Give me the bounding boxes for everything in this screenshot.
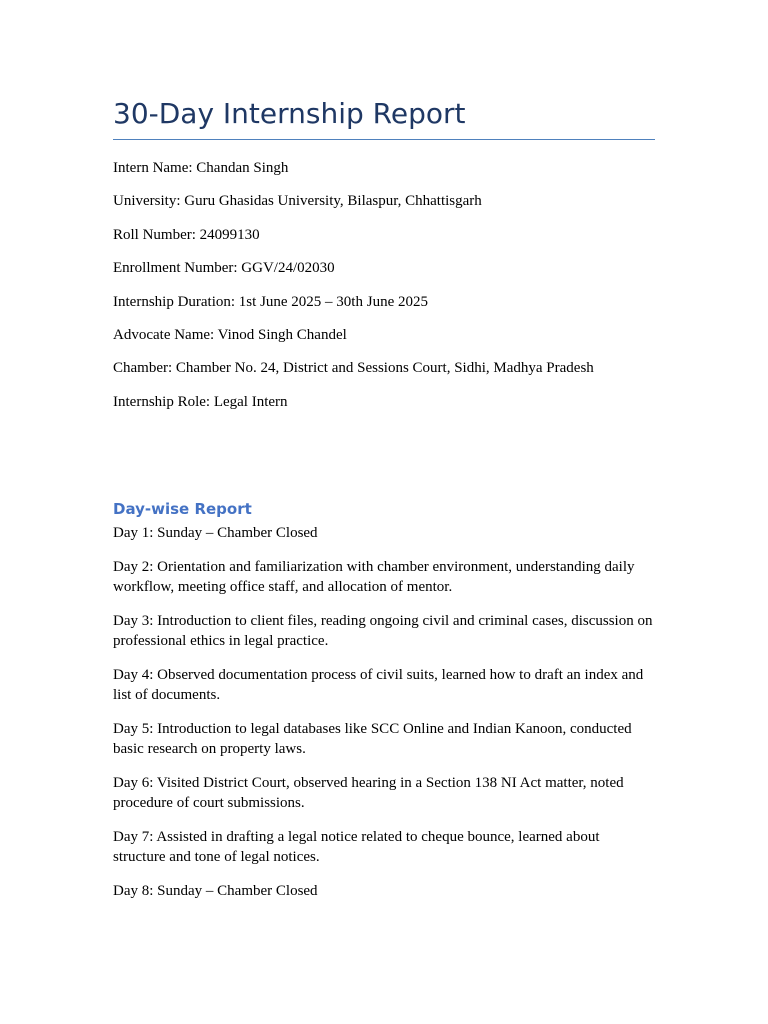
- info-chamber: Chamber: Chamber No. 24, District and Sessions Court, Sidhi, Madhya Pradesh: [113, 360, 594, 377]
- info-advocate-name: Advocate Name: Vinod Singh Chandel: [113, 326, 347, 343]
- info-roll-number: Roll Number: 24099130: [113, 226, 260, 243]
- day-entry-2: Day 2: Orientation and familiarization with chamber environment, understanding daily workflow, meeting office staff, and allocation of mentor.: [113, 558, 635, 595]
- day-entry-3: Day 3: Introduction to client files, reading ongoing civil and criminal cases, discussion on professional ethics in legal practice.: [113, 612, 653, 649]
- section-heading-day-wise: Day-wise Report: [113, 500, 252, 518]
- day-entry-4: Day 4: Observed documentation process of civil suits, learned how to draft an index and list of documents.: [113, 666, 644, 703]
- day-entry-6: Day 6: Visited District Court, observed hearing in a Section 138 NI Act matter, noted procedure of court submissions.: [113, 774, 624, 811]
- info-intern-name: Intern Name: Chandan Singh: [113, 160, 289, 176]
- info-university: University: Guru Ghasidas University, Bilaspur, Chhattisgarh: [113, 193, 482, 210]
- day-entry-7: Day 7: Assisted in drafting a legal notice related to cheque bounce, learned about structure and tone of legal notices.: [113, 828, 600, 865]
- intern-info-block: [113, 158, 655, 425]
- document-title: 30-Day Internship Report: [113, 97, 466, 130]
- day-wise-list: [113, 523, 655, 914]
- info-enrollment-number: Enrollment Number: GGV/24/02030: [113, 260, 335, 277]
- day-entry-5: Day 5: Introduction to legal databases like SCC Online and Indian Kanoon, conducted basic research on property laws.: [113, 720, 632, 757]
- day-entry-8: Day 8: Sunday – Chamber Closed: [113, 882, 318, 899]
- info-internship-duration: Internship Duration: 1st June 2025 – 30th June 2025: [113, 293, 428, 310]
- day-entry-1: Day 1: Sunday – Chamber Closed: [113, 525, 318, 541]
- title-underline: [113, 139, 655, 140]
- info-internship-role: Internship Role: Legal Intern: [113, 393, 288, 410]
